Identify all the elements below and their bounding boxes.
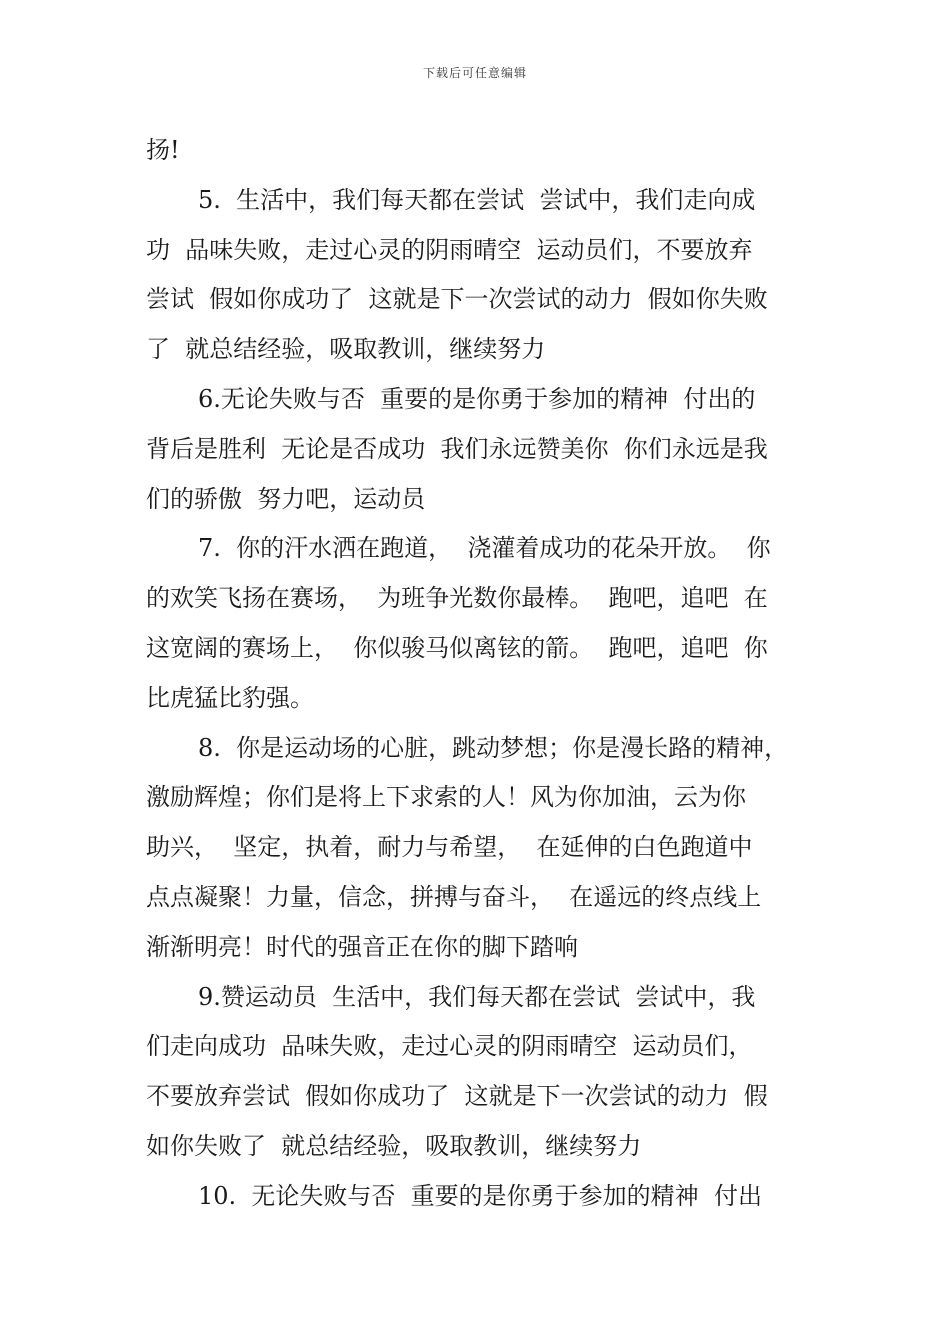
text-line: 点点凝聚！力量，信念，拼搏与奋斗， 在遥远的终点线上	[146, 882, 762, 911]
text-line: 们的骄傲 努力吧，运动员	[146, 484, 426, 513]
text-line: 9.赞运动员 生活中，我们每天都在尝试 尝试中，我	[198, 982, 756, 1011]
text-line: 比虎猛比豹强。	[146, 683, 314, 712]
text-line: 这宽阔的赛场上， 你似骏马似离铉的箭。 跑吧，追吧 你	[146, 633, 768, 662]
document-body	[146, 126, 816, 1222]
text-line: 7. 你的汗水洒在跑道， 浇灌着成功的花朵开放。 你	[198, 534, 771, 563]
page-header: 下载后可任意编辑	[422, 66, 527, 80]
text-line: 的欢笑飞扬在赛场， 为班争光数你最棒。 跑吧，追吧 在	[146, 584, 768, 613]
text-line: 尝试 假如你成功了 这就是下一次尝试的动力 假如你失败	[146, 285, 768, 314]
text-line: 不要放弃尝试 假如你成功了 这就是下一次尝试的动力 假	[146, 1082, 768, 1111]
text-line: 了 就总结经验，吸取教训，继续努力	[146, 335, 546, 364]
text-line: 助兴， 坚定，执着，耐力与希望， 在延伸的白色跑道中	[146, 833, 753, 862]
text-line: 激励辉煌；你们是将上下求索的人！风为你加油，云为你	[146, 783, 746, 812]
text-line: 功 品味失败，走过心灵的阴雨晴空 运动员们，不要放弃	[146, 235, 753, 264]
text-line: 背后是胜利 无论是否成功 我们永远赞美你 你们永远是我	[146, 434, 768, 463]
text-line: 们走向成功 品味失败，走过心灵的阴雨晴空 运动员们，	[146, 1032, 753, 1061]
text-line: 5. 生活中，我们每天都在尝试 尝试中，我们走向成	[198, 185, 756, 214]
text-line: 6.无论失败与否 重要的是你勇于参加的精神 付出的	[198, 384, 756, 413]
text-line: 如你失败了 就总结经验，吸取教训，继续努力	[146, 1131, 642, 1160]
text-line: 渐渐明亮！时代的强音正在你的脚下踏响	[146, 932, 578, 961]
text-line: 8. 你是运动场的心脏，跳动梦想；你是漫长路的精神，	[198, 733, 789, 762]
text-line: 扬!	[146, 136, 180, 164]
text-line: 10. 无论失败与否 重要的是你勇于参加的精神 付出	[198, 1181, 762, 1210]
